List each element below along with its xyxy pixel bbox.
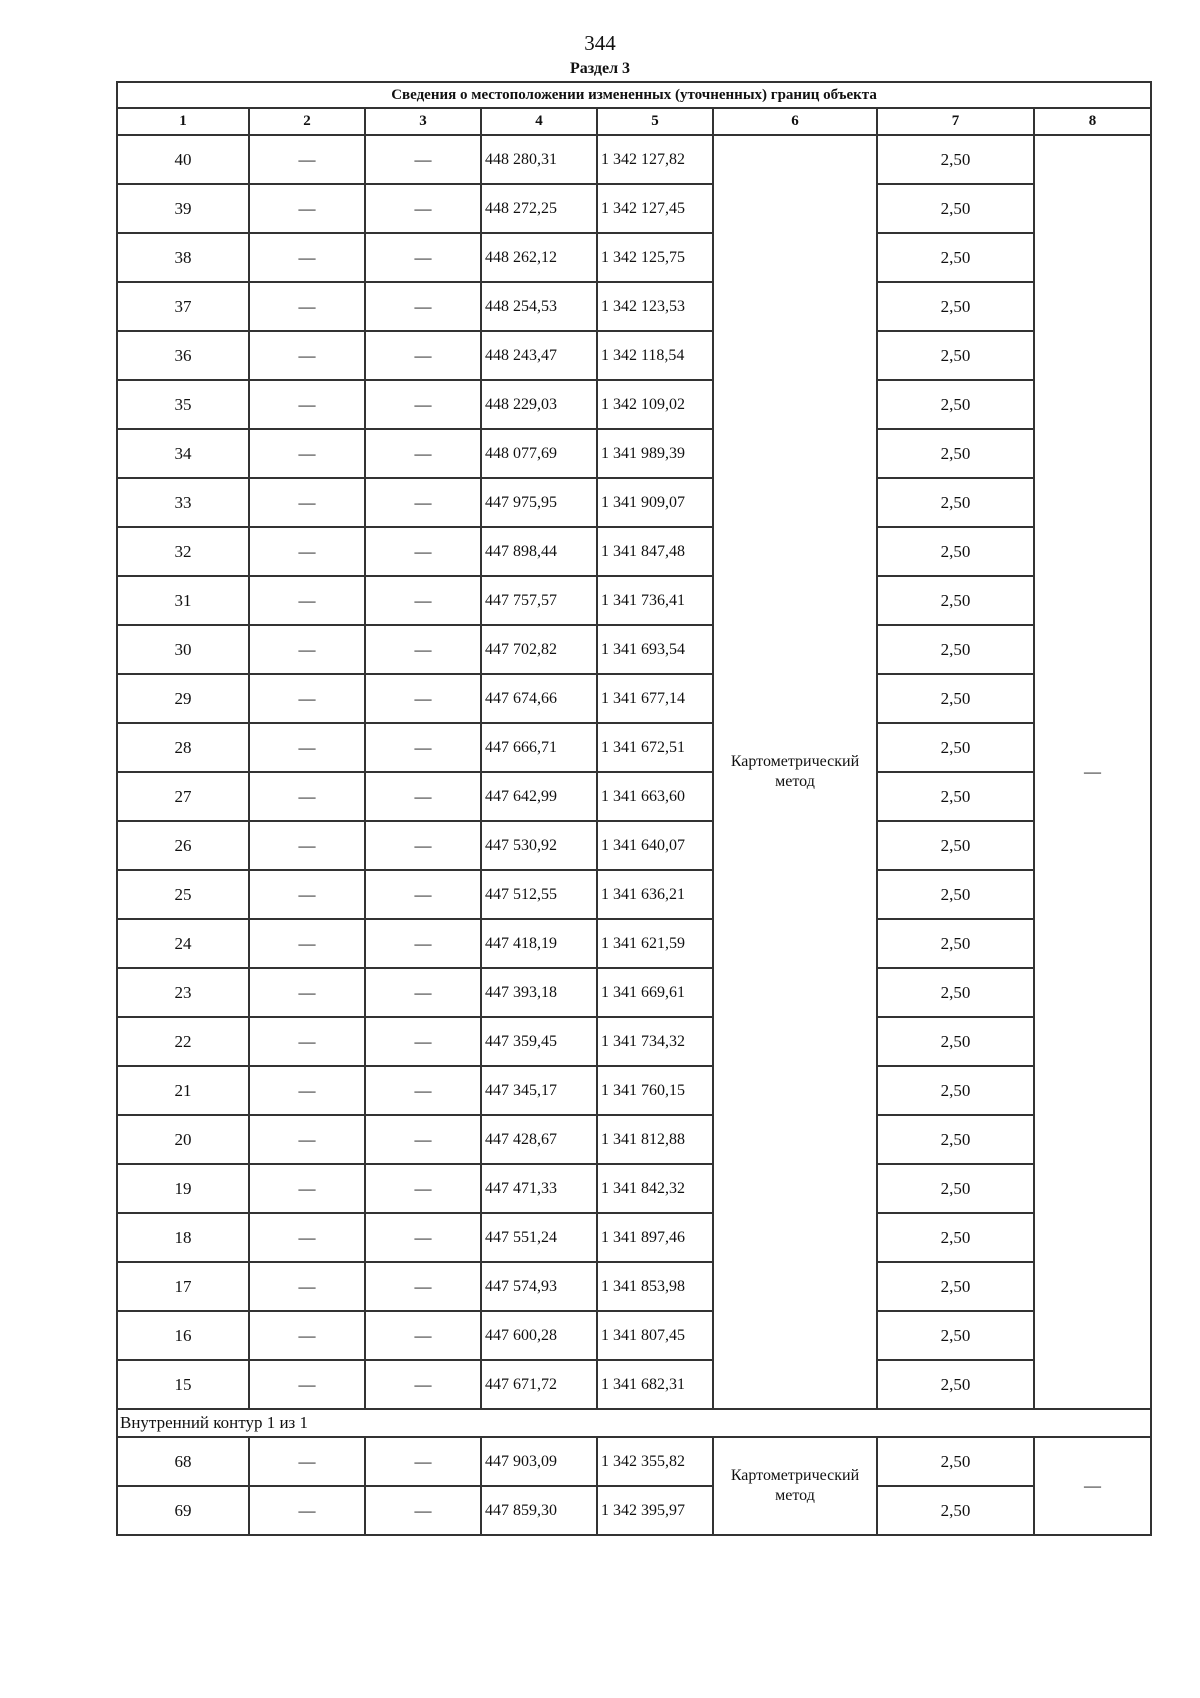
empty-value-cell: — — [249, 1066, 365, 1115]
point-number-cell: 37 — [117, 282, 249, 331]
coordinate-x-cell: 447 666,71 — [481, 723, 597, 772]
empty-value-cell: — — [249, 135, 365, 184]
accuracy-cell: 2,50 — [877, 674, 1034, 723]
coordinate-y-cell: 1 341 909,07 — [597, 478, 713, 527]
table-row — [117, 331, 1151, 380]
empty-value-cell: — — [249, 527, 365, 576]
empty-value-cell: — — [249, 919, 365, 968]
table-row — [117, 1437, 1151, 1486]
point-number-cell: 18 — [117, 1213, 249, 1262]
empty-value-cell: — — [365, 233, 481, 282]
coordinate-y-cell: 1 341 734,32 — [597, 1017, 713, 1066]
coordinate-x-cell: 447 530,92 — [481, 821, 597, 870]
coordinate-x-cell: 447 345,17 — [481, 1066, 597, 1115]
coordinate-x-cell: 447 859,30 — [481, 1486, 597, 1535]
coordinate-y-cell: 1 341 636,21 — [597, 870, 713, 919]
coordinate-y-cell: 1 342 123,53 — [597, 282, 713, 331]
point-number-cell: 26 — [117, 821, 249, 870]
empty-value-cell: — — [365, 429, 481, 478]
coordinate-x-cell: 448 229,03 — [481, 380, 597, 429]
coordinate-x-cell: 447 671,72 — [481, 1360, 597, 1409]
table-row — [117, 184, 1151, 233]
point-number-cell: 40 — [117, 135, 249, 184]
coordinate-y-cell: 1 341 621,59 — [597, 919, 713, 968]
header-cell: 2 — [249, 108, 365, 135]
point-number-cell: 20 — [117, 1115, 249, 1164]
coordinate-x-cell: 448 280,31 — [481, 135, 597, 184]
point-number-cell: 19 — [117, 1164, 249, 1213]
header-cell: 6 — [713, 108, 877, 135]
coordinate-y-cell: 1 342 127,45 — [597, 184, 713, 233]
coordinate-x-cell: 447 418,19 — [481, 919, 597, 968]
point-number-cell: 29 — [117, 674, 249, 723]
table-row — [117, 1115, 1151, 1164]
accuracy-cell: 2,50 — [877, 625, 1034, 674]
empty-value-cell: — — [249, 233, 365, 282]
coordinate-x-cell: 448 254,53 — [481, 282, 597, 331]
coordinate-x-cell: 447 471,33 — [481, 1164, 597, 1213]
coordinate-x-cell: 448 077,69 — [481, 429, 597, 478]
coordinate-y-cell: 1 342 127,82 — [597, 135, 713, 184]
coordinate-y-cell: 1 341 989,39 — [597, 429, 713, 478]
empty-value-cell: — — [365, 821, 481, 870]
coordinate-y-cell: 1 342 109,02 — [597, 380, 713, 429]
empty-value-cell: — — [365, 1360, 481, 1409]
section-title: Раздел 3 — [569, 60, 631, 77]
table-row — [117, 919, 1151, 968]
point-number-cell: 27 — [117, 772, 249, 821]
header-cell: 5 — [597, 108, 713, 135]
table-row — [117, 282, 1151, 331]
coordinate-y-cell: 1 341 663,60 — [597, 772, 713, 821]
accuracy-cell: 2,50 — [877, 1164, 1034, 1213]
point-number-cell: 68 — [117, 1437, 249, 1486]
point-number-cell: 33 — [117, 478, 249, 527]
header-cell: 1 — [117, 108, 249, 135]
empty-value-cell: — — [249, 674, 365, 723]
accuracy-cell: 2,50 — [877, 1213, 1034, 1262]
accuracy-cell: 2,50 — [877, 135, 1034, 184]
empty-value-cell: — — [365, 772, 481, 821]
accuracy-cell: 2,50 — [877, 1360, 1034, 1409]
coordinate-y-cell: 1 341 672,51 — [597, 723, 713, 772]
accuracy-cell: 2,50 — [877, 1115, 1034, 1164]
page-number: 344 — [584, 31, 616, 55]
table-row — [117, 1360, 1151, 1409]
empty-value-cell: — — [365, 968, 481, 1017]
empty-value-cell: — — [365, 723, 481, 772]
table-row — [117, 1066, 1151, 1115]
coordinate-x-cell: 447 428,67 — [481, 1115, 597, 1164]
empty-value-cell: — — [249, 1115, 365, 1164]
empty-value-cell: — — [365, 625, 481, 674]
empty-value-cell: — — [249, 478, 365, 527]
header-cell: 7 — [877, 108, 1034, 135]
empty-value-cell: — — [365, 380, 481, 429]
coordinate-x-cell: 447 393,18 — [481, 968, 597, 1017]
empty-value-cell: — — [249, 625, 365, 674]
accuracy-cell: 2,50 — [877, 870, 1034, 919]
inner-contour-label: Внутренний контур 1 из 1 — [117, 1409, 1151, 1437]
accuracy-cell: 2,50 — [877, 1311, 1034, 1360]
header-cell: 8 — [1034, 108, 1151, 135]
coordinate-y-cell: 1 341 736,41 — [597, 576, 713, 625]
coordinate-y-cell: 1 341 677,14 — [597, 674, 713, 723]
empty-value-cell: — — [249, 1486, 365, 1535]
empty-value-cell: — — [249, 576, 365, 625]
point-number-cell: 32 — [117, 527, 249, 576]
table-row — [117, 772, 1151, 821]
coordinate-y-cell: 1 341 682,31 — [597, 1360, 713, 1409]
coordinate-y-cell: 1 341 760,15 — [597, 1066, 713, 1115]
table-row — [117, 233, 1151, 282]
coordinate-x-cell: 447 903,09 — [481, 1437, 597, 1486]
table-row — [117, 1213, 1151, 1262]
coordinate-x-cell: 447 702,82 — [481, 625, 597, 674]
empty-value-cell: — — [249, 821, 365, 870]
accuracy-cell: 2,50 — [877, 1017, 1034, 1066]
accuracy-cell: 2,50 — [877, 576, 1034, 625]
empty-value-cell: — — [249, 1437, 365, 1486]
empty-value-cell: — — [249, 723, 365, 772]
point-number-cell: 25 — [117, 870, 249, 919]
table-row — [117, 821, 1151, 870]
accuracy-cell: 2,50 — [877, 1066, 1034, 1115]
header-row — [117, 108, 1151, 135]
inner-contour-row — [117, 1409, 1151, 1437]
coordinate-y-cell: 1 342 118,54 — [597, 331, 713, 380]
accuracy-cell: 2,50 — [877, 1486, 1034, 1535]
coordinate-y-cell: 1 341 842,32 — [597, 1164, 713, 1213]
empty-value-cell: — — [249, 1164, 365, 1213]
empty-value-cell: — — [249, 282, 365, 331]
empty-value-cell: — — [365, 1213, 481, 1262]
empty-value-cell: — — [249, 184, 365, 233]
point-number-cell: 34 — [117, 429, 249, 478]
empty-value-cell: — — [365, 282, 481, 331]
empty-value-cell: — — [249, 968, 365, 1017]
header-cell: 3 — [365, 108, 481, 135]
table-row — [117, 135, 1151, 184]
coordinate-y-cell: 1 341 853,98 — [597, 1262, 713, 1311]
empty-value-cell: — — [249, 1213, 365, 1262]
coordinate-y-cell: 1 342 355,82 — [597, 1437, 713, 1486]
coordinate-x-cell: 447 975,95 — [481, 478, 597, 527]
point-number-cell: 22 — [117, 1017, 249, 1066]
accuracy-cell: 2,50 — [877, 919, 1034, 968]
accuracy-cell: 2,50 — [877, 527, 1034, 576]
table-caption: Сведения о местоположении измененных (уточненных) границ объекта — [117, 82, 1151, 108]
table-row — [117, 429, 1151, 478]
point-number-cell: 15 — [117, 1360, 249, 1409]
empty-value-cell: — — [249, 1360, 365, 1409]
table-row — [117, 1262, 1151, 1311]
coordinate-x-cell: 447 674,66 — [481, 674, 597, 723]
method-cell: Картометрический метод — [713, 135, 877, 1409]
coordinate-y-cell: 1 341 669,61 — [597, 968, 713, 1017]
table-row — [117, 1017, 1151, 1066]
empty-value-cell: — — [365, 1066, 481, 1115]
empty-value-cell: — — [365, 1262, 481, 1311]
point-number-cell: 39 — [117, 184, 249, 233]
accuracy-cell: 2,50 — [877, 331, 1034, 380]
table-row — [117, 1311, 1151, 1360]
coordinate-y-cell: 1 341 897,46 — [597, 1213, 713, 1262]
empty-value-cell: — — [365, 1017, 481, 1066]
point-number-cell: 23 — [117, 968, 249, 1017]
coordinate-x-cell: 447 551,24 — [481, 1213, 597, 1262]
table-row — [117, 380, 1151, 429]
empty-value-cell: — — [365, 478, 481, 527]
empty-value-cell: — — [365, 135, 481, 184]
accuracy-cell: 2,50 — [877, 1262, 1034, 1311]
empty-value-cell: — — [249, 870, 365, 919]
coordinate-x-cell: 447 642,99 — [481, 772, 597, 821]
method-cell: Картометрический метод — [713, 1437, 877, 1535]
point-number-cell: 17 — [117, 1262, 249, 1311]
column-8-cell: — — [1034, 1437, 1151, 1535]
coordinate-y-cell: 1 341 847,48 — [597, 527, 713, 576]
empty-value-cell: — — [365, 331, 481, 380]
point-number-cell: 16 — [117, 1311, 249, 1360]
coordinate-y-cell: 1 341 640,07 — [597, 821, 713, 870]
point-number-cell: 28 — [117, 723, 249, 772]
accuracy-cell: 2,50 — [877, 429, 1034, 478]
empty-value-cell: — — [249, 1017, 365, 1066]
point-number-cell: 35 — [117, 380, 249, 429]
table-row — [117, 674, 1151, 723]
column-8-cell: — — [1034, 135, 1151, 1409]
coordinate-x-cell: 447 757,57 — [481, 576, 597, 625]
accuracy-cell: 2,50 — [877, 772, 1034, 821]
point-number-cell: 21 — [117, 1066, 249, 1115]
coordinate-y-cell: 1 342 395,97 — [597, 1486, 713, 1535]
header-cell: 4 — [481, 108, 597, 135]
empty-value-cell: — — [365, 527, 481, 576]
empty-value-cell: — — [365, 1311, 481, 1360]
point-number-cell: 36 — [117, 331, 249, 380]
accuracy-cell: 2,50 — [877, 968, 1034, 1017]
coordinate-x-cell: 447 359,45 — [481, 1017, 597, 1066]
empty-value-cell: — — [365, 674, 481, 723]
table-row — [117, 1486, 1151, 1535]
accuracy-cell: 2,50 — [877, 821, 1034, 870]
empty-value-cell: — — [365, 919, 481, 968]
coordinate-y-cell: 1 341 693,54 — [597, 625, 713, 674]
empty-value-cell: — — [249, 429, 365, 478]
accuracy-cell: 2,50 — [877, 184, 1034, 233]
accuracy-cell: 2,50 — [877, 1437, 1034, 1486]
point-number-cell: 38 — [117, 233, 249, 282]
coordinate-x-cell: 447 574,93 — [481, 1262, 597, 1311]
coordinate-x-cell: 448 262,12 — [481, 233, 597, 282]
point-number-cell: 31 — [117, 576, 249, 625]
table-row — [117, 1164, 1151, 1213]
coordinate-x-cell: 447 898,44 — [481, 527, 597, 576]
empty-value-cell: — — [365, 184, 481, 233]
table-row — [117, 870, 1151, 919]
empty-value-cell: — — [249, 772, 365, 821]
table-row — [117, 478, 1151, 527]
table-row — [117, 723, 1151, 772]
empty-value-cell: — — [249, 1311, 365, 1360]
empty-value-cell: — — [365, 870, 481, 919]
coordinate-x-cell: 448 272,25 — [481, 184, 597, 233]
coordinate-y-cell: 1 342 125,75 — [597, 233, 713, 282]
point-number-cell: 30 — [117, 625, 249, 674]
empty-value-cell: — — [249, 1262, 365, 1311]
accuracy-cell: 2,50 — [877, 233, 1034, 282]
accuracy-cell: 2,50 — [877, 282, 1034, 331]
point-number-cell: 24 — [117, 919, 249, 968]
coordinate-x-cell: 448 243,47 — [481, 331, 597, 380]
empty-value-cell: — — [365, 1115, 481, 1164]
empty-value-cell: — — [365, 1437, 481, 1486]
boundary-coordinates-table — [116, 81, 1152, 1536]
empty-value-cell: — — [249, 380, 365, 429]
coordinate-y-cell: 1 341 807,45 — [597, 1311, 713, 1360]
empty-value-cell: — — [365, 1486, 481, 1535]
accuracy-cell: 2,50 — [877, 723, 1034, 772]
coordinate-x-cell: 447 512,55 — [481, 870, 597, 919]
point-number-cell: 69 — [117, 1486, 249, 1535]
accuracy-cell: 2,50 — [877, 478, 1034, 527]
table-row — [117, 527, 1151, 576]
empty-value-cell: — — [365, 576, 481, 625]
table-row — [117, 625, 1151, 674]
coordinate-y-cell: 1 341 812,88 — [597, 1115, 713, 1164]
empty-value-cell: — — [365, 1164, 481, 1213]
table-row — [117, 968, 1151, 1017]
coordinate-x-cell: 447 600,28 — [481, 1311, 597, 1360]
accuracy-cell: 2,50 — [877, 380, 1034, 429]
empty-value-cell: — — [249, 331, 365, 380]
table-row — [117, 576, 1151, 625]
